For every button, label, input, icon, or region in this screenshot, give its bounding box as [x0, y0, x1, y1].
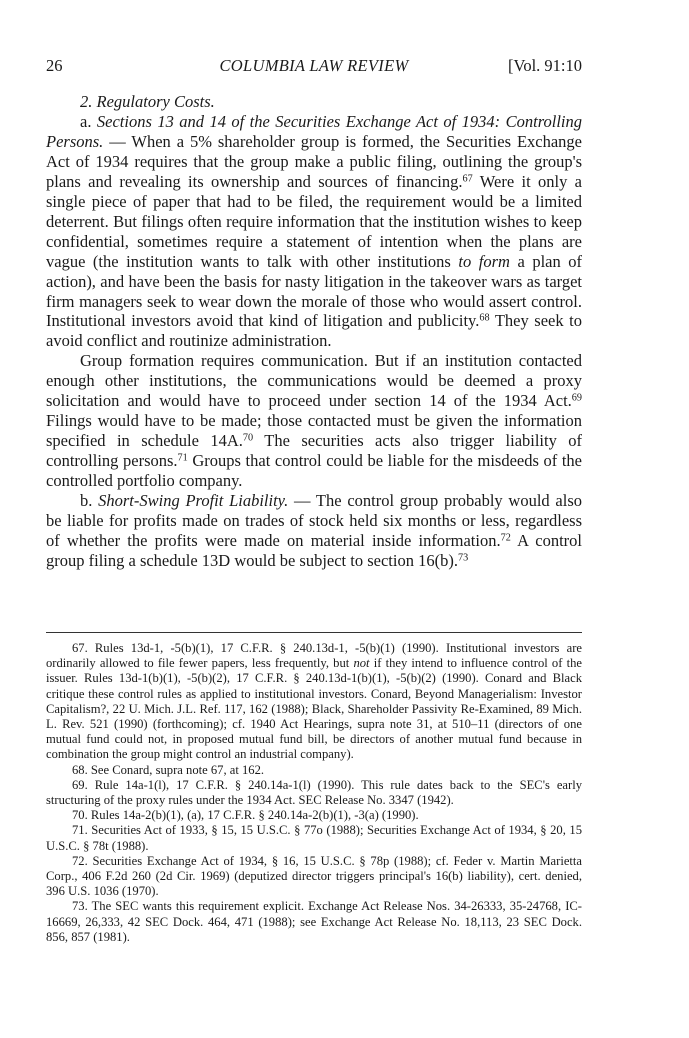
footnote-68: 68. See Conard, supra note 67, at 162.	[72, 762, 265, 777]
footnote-ref: 73	[457, 552, 469, 564]
footnote-ref: 71	[177, 452, 188, 464]
footnote-71: 71. Securities Act of 1933, § 15, 15 U.S.C. § 77o (1988); Securities Exchange Act of 1934, § 20, 15 U.S.C. § 78t (1988).	[46, 823, 582, 853]
subsection-a-label: a.	[80, 111, 92, 131]
footnote-text: if they intend to influence control of the issuer. Rules 13d-1(b)(1), -5(b)(2), 17 C.F.R. § 240.13d-1(b)(1), -5(b)(2) (1990). Conard and Black critique these control rules as applied to institutional investors. Conard, Beyond Managerialism: Investor Capitalism?, 22 U. Mich. J.L. Ref. 117, 162 (1988); Black, Shareholder Passivity Re-Examined, 89 Mich. L. Rev. 521 (1990) (forthcoming); cf. 1940 Act Hearings, supra note 31, at 510–11 (directors of one mutual fund could not, in proposed mutual fund bill, be directors of another mutual fund because in combination the group might control an industrial company).	[46, 656, 582, 762]
subsection-a-title: Sections 13 and 14 of the Securities Exchange Act of 1934: Controlling Persons.	[46, 111, 583, 151]
paragraph-text: Were it only a single piece of paper that had to be filed, the requirement would be a limited deterrent. But filings often require information that the institution wishes to keep confidential, sometimes require a statement of intention when the plans are vague (the institution wants to talk with other institutions	[46, 171, 583, 271]
footnote-ref: 70	[242, 432, 254, 444]
footnote-ref: 69	[571, 392, 582, 404]
subsection-b-title: Short-Swing Profit Liability.	[98, 491, 289, 511]
paragraph-3	[46, 491, 582, 571]
footnote-text: 67. Rules 13d-1, -5(b)(1), 17 C.F.R. § 240.13d-1, -5(b)(1) (1990). Institutional investors are ordinarily allowed to file fewer papers, less frequently, but	[46, 641, 582, 671]
paragraph-text: — When a 5% shareholder group is formed, the Securities Exchange Act of 1934 requires that the group make a public filing, outlining the group's plans and revealing its ownership and sources of financing.	[46, 131, 582, 191]
footnote-ref: 68	[479, 312, 490, 324]
footnote-69: 69. Rule 14a-1(l), 17 C.F.R. § 240.14a-1(l) (1990). This rule dates back to the SEC's early structuring of the proxy rules under the 1934 Act. SEC Release No. 3347 (1942).	[46, 777, 582, 808]
paragraph-text: They seek to avoid conflict and routinize administration.	[46, 311, 582, 351]
footnote-divider	[46, 632, 582, 633]
footnote-67	[46, 641, 582, 763]
paragraph-text: The securities acts also trigger liability of controlling persons.	[46, 431, 583, 471]
emphasis: not	[353, 656, 370, 671]
volume-issue: [Vol. 91:10	[508, 56, 582, 75]
footnote-72: 72. Securities Exchange Act of 1934, § 16, 15 U.S.C. § 78p (1988); cf. Feder v. Martin Marietta Corp., 406 F.2d 260 (2d Cir. 1969) (deputized director triggers principal's 16(b) liability), cert. denied, 396 U.S. 1036 (1970).	[46, 853, 582, 899]
main-text	[46, 92, 582, 571]
paragraph-text: Filings would have to be made; those contacted must be given the information specified in schedule 14A.	[46, 411, 582, 451]
footnote-ref: 72	[500, 532, 511, 544]
journal-title: COLUMBIA LAW REVIEW	[219, 56, 409, 75]
subsection-b-label: b.	[80, 491, 93, 511]
paragraph-text: A control group filing a schedule 13D would be subject to section 16(b).	[46, 530, 582, 570]
running-header	[46, 56, 582, 78]
page-number: 26	[46, 56, 63, 75]
paragraph-text: Group formation requires communication. But if an institution contacted enough other institutions, the communications would be deemed a proxy solicitation and would have to proceed under section 14 of the 1934 Act.	[46, 351, 582, 411]
section-heading-text: 2. Regulatory Costs.	[80, 92, 215, 111]
footnote-73: 73. The SEC wants this requirement explicit. Exchange Act Release Nos. 34-26333, 35-24768, IC-16669, 26,333, 42 SEC Dock. 464, 471 (1988); see Exchange Act Release No. 18,113, 23 SEC Dock. 856, 857 (1981).	[46, 899, 582, 944]
emphasis: to form	[458, 251, 510, 271]
paragraph-text: Groups that control could be liable for the misdeeds of the controlled portfolio company.	[46, 451, 582, 491]
paragraph-text: a plan of action), and have been the basis for nasty litigation in the takeover wars as target firm managers seek to wear down the morale of those who would assert control. Institutional investors avoid that kind of litigation and publicity.	[46, 251, 582, 331]
paragraph-2	[46, 351, 582, 491]
paragraph-1	[46, 112, 582, 351]
footnote-70: 70. Rules 14a-2(b)(1), (a), 17 C.F.R. § 240.14a-2(b)(1), -3(a) (1990).	[72, 808, 419, 823]
section-heading	[46, 92, 582, 112]
footnotes	[46, 641, 582, 945]
paragraph-text: — The control group probably would also be liable for profits made on trades of stock held six months or less, regardless of whether the profits were made on material inside information.	[46, 491, 582, 550]
footnote-ref: 67	[462, 173, 473, 185]
